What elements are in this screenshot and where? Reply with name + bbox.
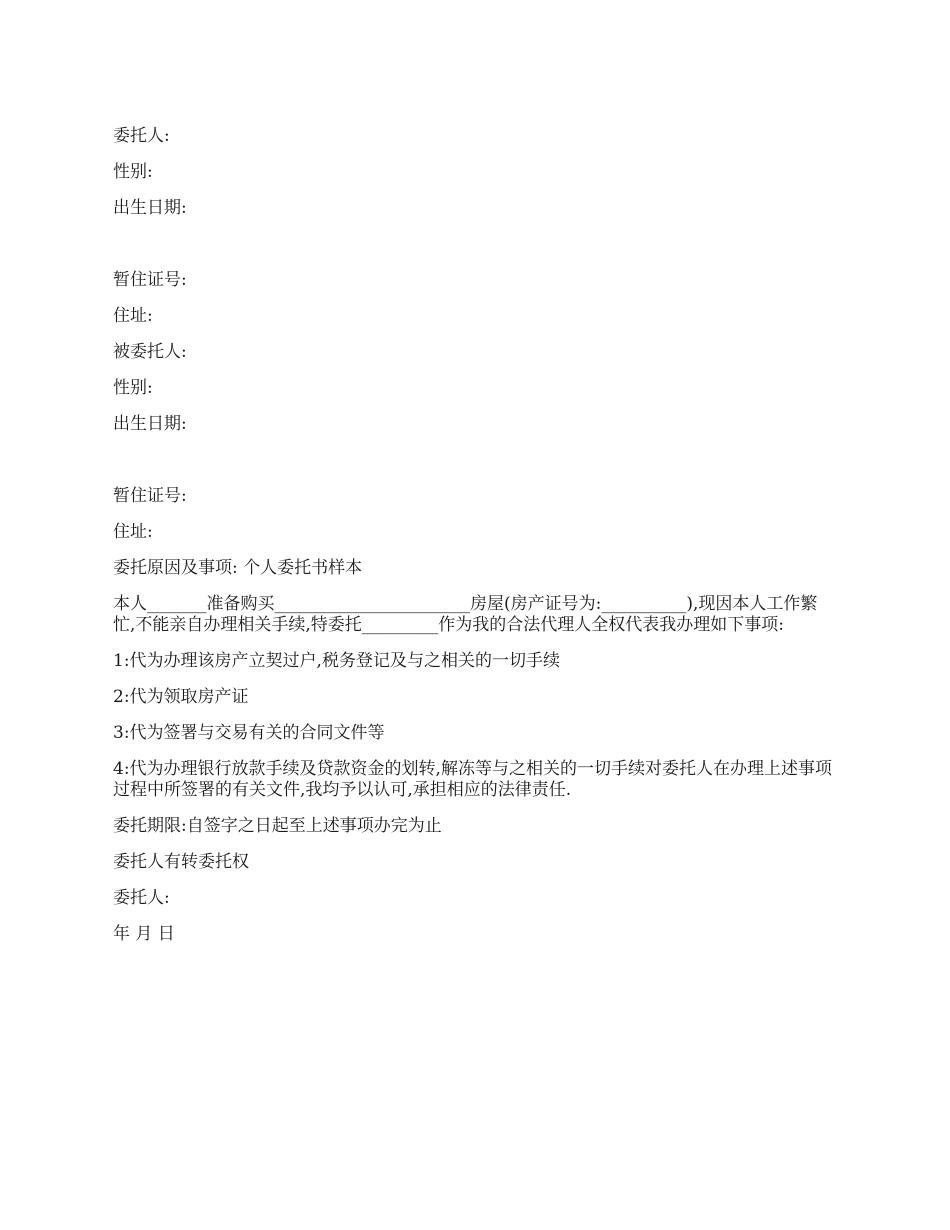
principal-permit: 暂住证号: (113, 270, 187, 290)
spacer (113, 450, 838, 486)
term-line: 委托期限:自签字之日起至上述事项办完为止 (113, 816, 442, 836)
item-3: 3:代为签署与交易有关的合同文件等 (113, 723, 385, 743)
principal-gender: 性别: (113, 162, 153, 182)
agent-label: 被委托人: (113, 342, 187, 362)
document-body (113, 126, 838, 960)
agent-gender: 性别: (113, 378, 153, 398)
principal-label: 委托人: (113, 126, 170, 146)
item-1: 1:代为办理该房产立契过户,税务登记及与之相关的一切手续 (113, 651, 560, 671)
principal-birth: 出生日期: (113, 198, 187, 218)
agent-permit: 暂住证号: (113, 486, 187, 506)
statement-paragraph: 本人_______准备购买_______________________房屋(房产证号为:__________),现因本人工作繁忙,不能亲自办理相关手续,特委托_________作为我的合法代理人全权代表我办理如下事项: (113, 594, 818, 635)
item-4: 4:代为办理银行放款手续及贷款资金的划转,解冻等与之相关的一切手续对委托人在办理上述事项过程中所签署的有关文件,我均予以认可,承担相应的法律责任. (113, 759, 832, 800)
item-2: 2:代为领取房产证 (113, 687, 249, 707)
reason-line: 委托原因及事项: 个人委托书样本 (113, 558, 363, 578)
agent-birth: 出生日期: (113, 414, 187, 434)
spacer (113, 234, 838, 270)
signature-label: 委托人: (113, 888, 170, 908)
principal-address: 住址: (113, 306, 153, 326)
subdelegation-line: 委托人有转委托权 (113, 852, 249, 872)
date-line: 年 月 日 (113, 924, 175, 944)
agent-address: 住址: (113, 522, 153, 542)
